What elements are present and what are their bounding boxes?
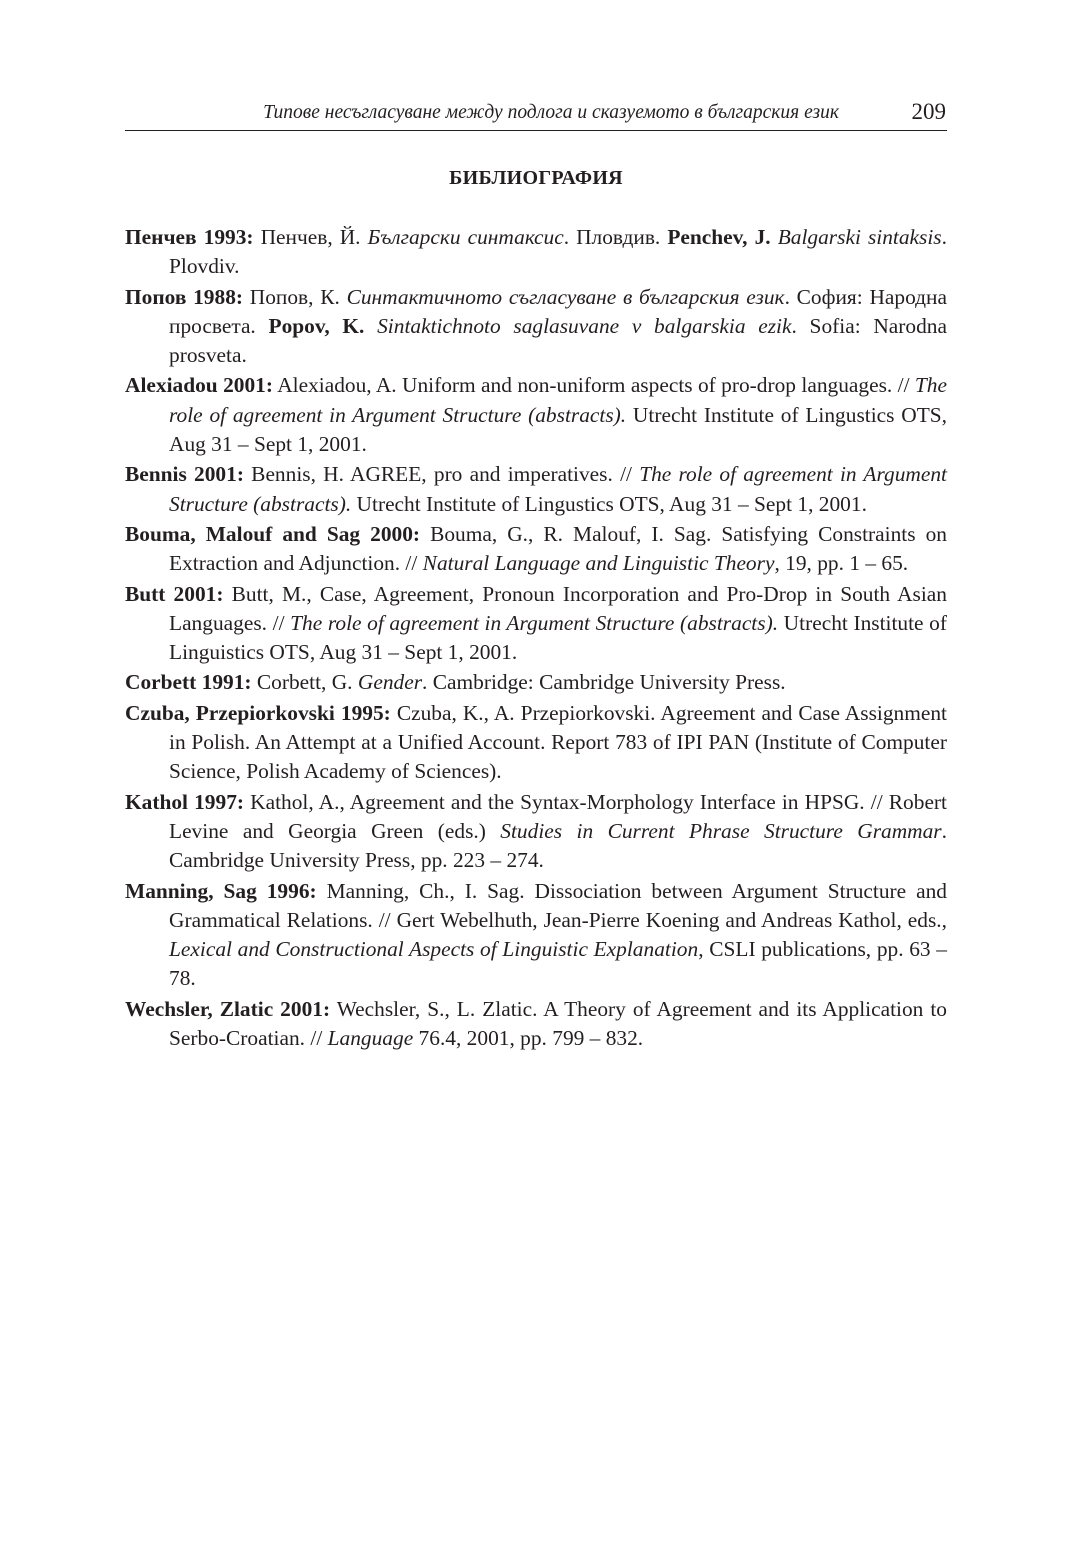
entry-title: Language <box>327 1026 414 1051</box>
bibliography-list <box>125 223 947 1054</box>
entry-text: . Plovdiv. <box>169 225 947 279</box>
entry-text: Bouma, G., R. Malouf, I. Sag. Satisfying Constraints on Extraction and Adjunction. // <box>169 521 947 576</box>
entry-text: Kathol, A., Agreement and the Syntax-Morphology Interface in HPSG. // Robert Levine and Georgia Green (eds.) <box>169 789 947 843</box>
entry-text <box>364 314 377 338</box>
entry-key: Bouma, Malouf and Sag 2000: <box>125 521 421 546</box>
entry-key: Corbett 1991: <box>125 670 252 695</box>
bib-entry-penchev-1993 <box>125 223 947 282</box>
entry-title: The role of agreement in Argument Structure (abstracts). <box>169 462 947 516</box>
entry-text: Utrecht Institute of Lingustics OTS, Aug 31 – Sept 1, 2001. <box>169 402 948 457</box>
bib-entry-popov-1988 <box>125 283 947 371</box>
entry-text: Wechsler, S., L. Zlatic. A Theory of Agreement and its Application to Serbo-Croatian. // <box>169 996 947 1051</box>
bib-entry-manning-1996 <box>125 877 947 994</box>
entry-translit-author: Popov, K. <box>268 313 365 338</box>
section-title: БИБЛИОГРАФИЯ <box>449 167 623 189</box>
entry-translit-title: Balgarski sintaksis <box>777 225 942 249</box>
bib-entry-bennis-2001 <box>125 460 947 519</box>
entry-text: . Sofia: Narodna prosveta. <box>169 313 947 368</box>
entry-text: Manning, Ch., I. Sag. Dissociation between Argument Structure and Grammatical Relations. // Gert Webelhuth, Jean-Pierre Koening and Andreas Kathol, eds., <box>169 878 947 932</box>
bib-entry-bouma-2000 <box>125 520 947 579</box>
entry-title: Синтактичното съгласуване в българския език <box>346 284 785 309</box>
entry-text: . Cambridge: Cambridge University Press. <box>422 670 786 695</box>
entry-text <box>771 225 778 249</box>
entry-key: Wechsler, Zlatic 2001: <box>125 996 331 1021</box>
entry-translit-title: Sintaktichnoto saglasuvane v balgarskia ezik <box>377 313 792 338</box>
entry-text: Bennis, H. AGREE, pro and imperatives. // <box>243 462 640 487</box>
bib-entry-wechsler-2001 <box>125 995 947 1054</box>
entry-title: Lexical and Constructional Aspects of Linguistic Explanation <box>169 937 699 962</box>
bib-entry-corbett-1991 <box>125 668 947 697</box>
bib-entry-czuba-1995 <box>125 699 947 787</box>
entry-text: . София: Народна просвета. <box>169 284 947 338</box>
entry-text: . Пловдив. <box>563 225 668 249</box>
entry-title: Gender <box>357 670 423 695</box>
entry-key: Czuba, Przepiorkovski 1995: <box>125 700 391 725</box>
bib-entry-butt-2001 <box>125 580 947 668</box>
entry-text: Попов, К. <box>243 284 347 309</box>
entry-key: Пенчев 1993: <box>125 225 254 249</box>
entry-key: Попов 1988: <box>125 284 244 309</box>
entry-key: Alexiadou 2001: <box>125 373 273 398</box>
running-title: Типове несъгласуване между подлога и сказуемото в българския език <box>263 102 839 123</box>
entry-text: Alexiadou, A. Uniform and non-uniform aspects of pro-drop languages. // <box>273 373 915 398</box>
entry-title: The role of agreement in Argument Structure (abstracts). <box>169 373 947 427</box>
entry-text: 76.4, 2001, pp. 799 – 832. <box>413 1026 644 1051</box>
entry-text: , 19, pp. 1 – 65. <box>774 551 909 576</box>
entry-text: Пенчев, Й. <box>253 225 368 249</box>
entry-key: Kathol 1997: <box>125 789 245 814</box>
entry-text: Corbett, G. <box>251 670 358 695</box>
entry-text: Czuba, K., A. Przepiorkovski. Agreement and Case Assignment in Polish. An Attempt at a Unified Account. Report 783 of IPI PAN (Institute of Computer Science, Polish Academy of Sciences). <box>169 700 947 784</box>
page-number: 209 <box>911 99 946 124</box>
bib-entry-alexiadou-2001 <box>125 371 947 459</box>
entry-key: Bennis 2001: <box>125 462 244 487</box>
entry-title: The role of agreement in Argument Structure (abstracts). <box>290 610 779 635</box>
entry-text: Butt, M., Case, Agreement, Pronoun Incorporation and Pro-Drop in South Asian Languages. // <box>169 581 947 635</box>
bib-entry-kathol-1997 <box>125 788 947 876</box>
entry-text: Utrecht Institute of Lingustics OTS, Aug 31 – Sept 1, 2001. <box>351 491 867 516</box>
entry-text: , CSLI publications, pp. 63 – 78. <box>169 937 947 991</box>
entry-text: Utrecht Institute of Linguistics OTS, Aug 31 – Sept 1, 2001. <box>169 610 947 665</box>
entry-translit-author: Penchev, J. <box>667 225 771 249</box>
page-header <box>125 96 947 131</box>
entry-key: Manning, Sag 1996: <box>125 878 317 903</box>
entry-title: Natural Language and Linguistic Theory <box>422 551 775 576</box>
entry-title: Studies in Current Phrase Structure Grammar <box>500 818 942 843</box>
entry-key: Butt 2001: <box>125 581 224 606</box>
entry-title: Български синтаксис <box>367 225 564 249</box>
entry-text: . Cambridge University Press, pp. 223 – 274. <box>169 818 947 873</box>
